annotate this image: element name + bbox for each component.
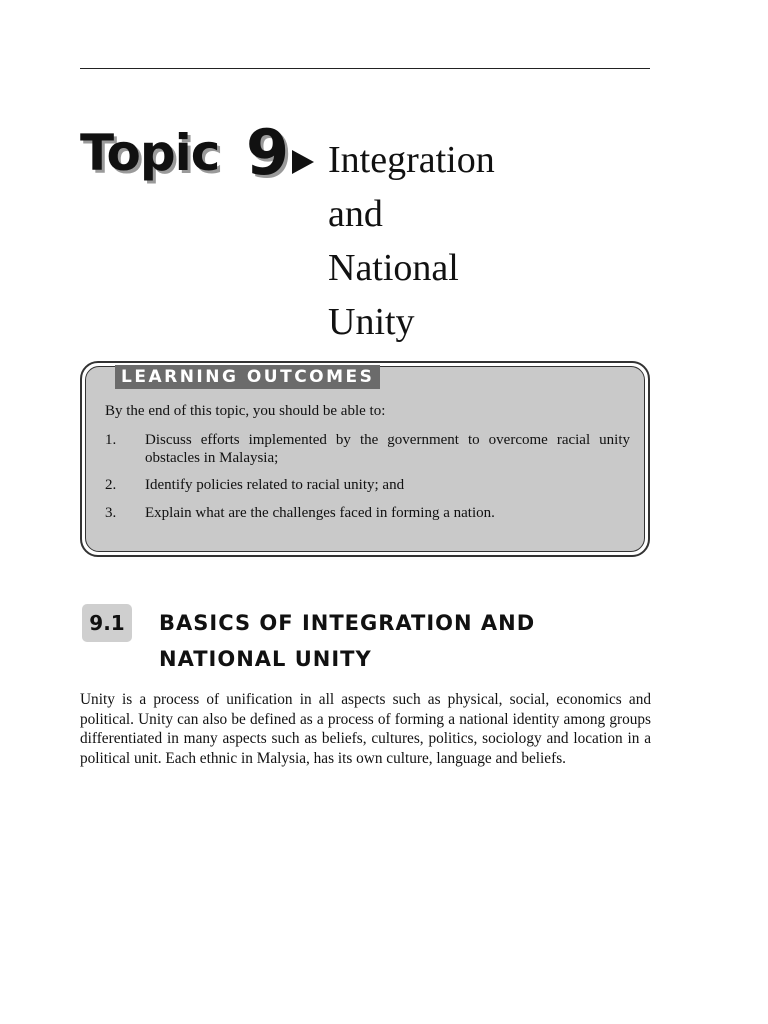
section-paragraph: Unity is a process of unification in all aspects such as physical, social, economics and political. Unity can also be defined as a process of forming a national identity among groups differentiated in many aspects such as beliefs, cultures, politics, sociology and location in a political unit. Each ethnic in Malysia, has its own culture, language and beliefs.	[80, 691, 651, 767]
chapter-title-line: National	[328, 247, 459, 289]
chapter-title-line: and	[328, 193, 383, 235]
header-rule	[80, 68, 650, 69]
topic-label: Topic	[80, 124, 220, 182]
section-number-badge: 9.1	[82, 604, 132, 642]
outcome-text: Identify policies related to racial unity; and	[145, 477, 405, 493]
learning-outcome-item	[105, 476, 630, 494]
section-heading: BASICS OF INTEGRATION AND NATIONAL UNITY	[159, 611, 536, 671]
topic-number: 9	[246, 116, 288, 189]
chapter-title-line: Unity	[328, 301, 415, 343]
chapter-title	[328, 133, 568, 349]
outcome-text: Explain what are the challenges faced in forming a nation.	[145, 505, 495, 521]
outcome-number: 2.	[105, 477, 117, 493]
learning-outcomes-heading: LEARNING OUTCOMES	[115, 365, 380, 389]
outcome-number: 1.	[105, 432, 117, 448]
learning-outcome-item	[105, 504, 630, 522]
outcome-number: 3.	[105, 505, 117, 521]
outcome-text: Discuss efforts implemented by the government to overcome racial unity obstacles in Malaysia;	[145, 432, 630, 466]
learning-outcomes-intro: By the end of this topic, you should be able to:	[105, 403, 386, 419]
learning-outcome-item	[105, 431, 630, 467]
arrow-right-icon	[292, 150, 314, 174]
chapter-title-line: Integration	[328, 139, 495, 181]
